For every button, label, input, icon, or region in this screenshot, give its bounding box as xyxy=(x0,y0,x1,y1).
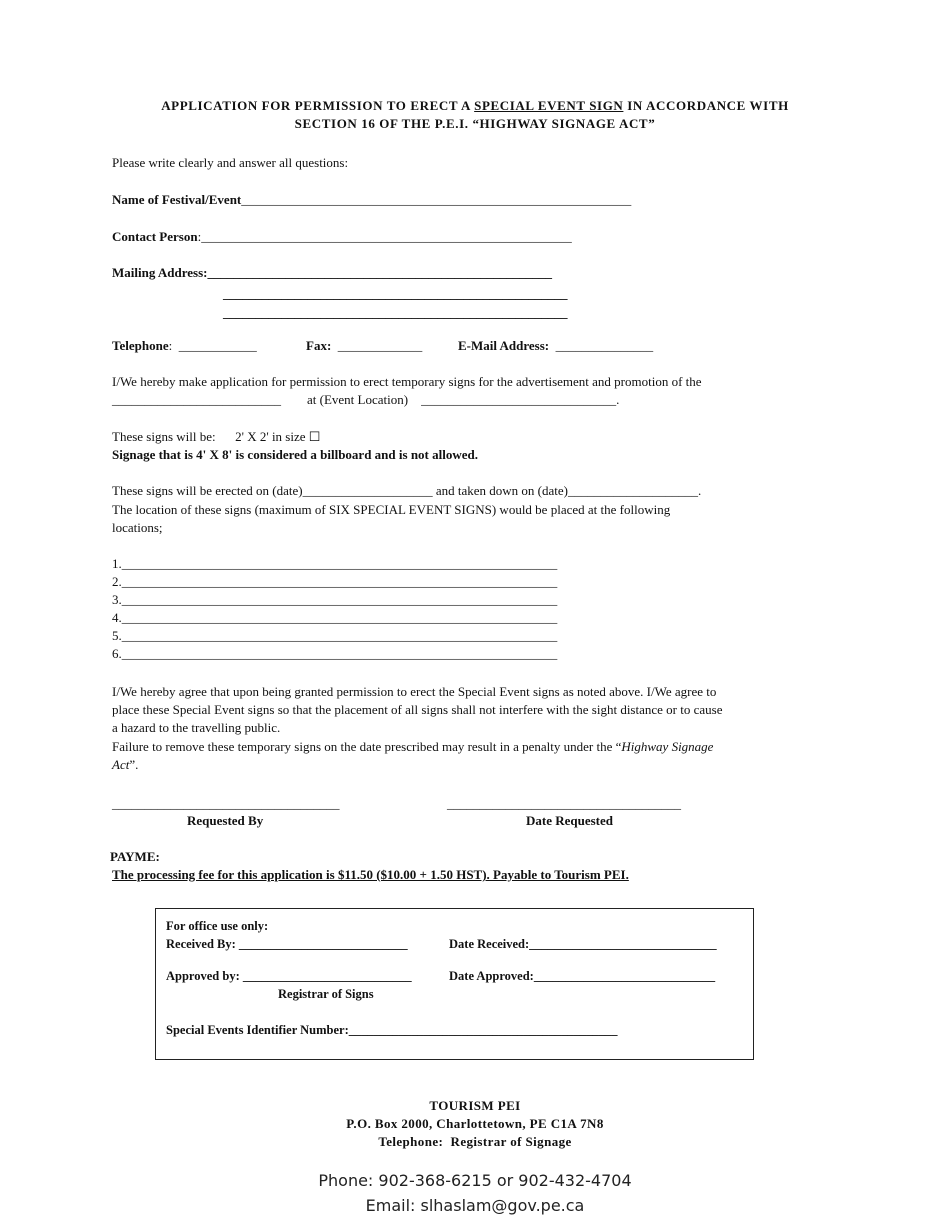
payment-heading: PAYME: xyxy=(110,849,160,864)
festival-field[interactable] xyxy=(112,192,631,208)
title-underlined: SPECIAL EVENT SIGN xyxy=(474,98,624,113)
identifier-field[interactable]: Special Events Identifier Number:___________________________________________ xyxy=(166,1023,618,1037)
festival-blank[interactable]: ____________________________________________________________ xyxy=(241,192,632,207)
dates-line[interactable]: These signs will be erected on (date)____________________ and taken down on (date)____________________. xyxy=(112,483,702,498)
telephone-label: Telephone xyxy=(112,338,169,353)
agreement-text: a hazard to the travelling public. xyxy=(112,720,281,735)
penalty-punctuation: ”. xyxy=(129,757,139,772)
location-line[interactable]: 4.___________________________________________________________________ xyxy=(112,610,558,625)
footer-org: TOURISM PEI xyxy=(429,1098,521,1113)
size-checkbox[interactable]: ☐ xyxy=(308,429,321,444)
location-line[interactable]: 3.___________________________________________________________________ xyxy=(112,592,558,607)
footer-address: P.O. Box 2000, Charlottetown, PE C1A 7N8 xyxy=(346,1116,604,1131)
processing-fee: The processing fee for this application is $11.50 ($10.00 + 1.50 HST). Payable to Tourism PEI. xyxy=(112,867,629,882)
date-approved-field[interactable]: Date Approved:_____________________________ xyxy=(449,969,716,983)
fax-blank[interactable]: _____________ xyxy=(331,338,423,353)
application-event-line[interactable]: __________________________ at (Event Location) ______________________________. xyxy=(112,392,620,407)
contact-label: Contact Person xyxy=(112,229,198,244)
form-title xyxy=(0,98,950,114)
telephone-blank[interactable]: : ____________ xyxy=(168,338,257,353)
festival-label: Name of Festival/Event xyxy=(112,192,242,207)
penalty-text xyxy=(112,739,713,755)
date-requested-label: Date Requested xyxy=(526,813,614,828)
email-blank[interactable]: _______________ xyxy=(549,338,654,353)
contact-field[interactable] xyxy=(112,229,572,245)
penalty-text-start: Failure to remove these temporary signs on the date prescribed may result in a penalty under the “ xyxy=(112,739,622,754)
email-field[interactable] xyxy=(458,338,653,354)
mailing-line3[interactable]: _____________________________________________________ xyxy=(223,305,568,320)
sign-size-line xyxy=(112,429,320,445)
requested-by-label: Requested By xyxy=(187,813,264,828)
fax-field[interactable] xyxy=(306,338,422,354)
locations-intro-end: locations; xyxy=(112,520,163,535)
billboard-note: Signage that is 4' X 8' is considered a billboard and is not allowed. xyxy=(112,447,478,462)
act-name-end: Act xyxy=(112,757,130,772)
contact-blank[interactable]: :_________________________________________________________ xyxy=(197,229,572,244)
date-requested-line[interactable]: ____________________________________ xyxy=(447,796,681,811)
location-line[interactable]: 5.___________________________________________________________________ xyxy=(112,628,558,643)
office-title: For office use only: xyxy=(166,919,269,933)
fax-label: Fax: xyxy=(306,338,332,353)
footer-telephone: Telephone: Registrar of Signage xyxy=(378,1134,572,1149)
footer-phone: Phone: 902-368-6215 or 902-432-4704 xyxy=(318,1171,632,1190)
email-label: E-Mail Address: xyxy=(458,338,550,353)
telephone-field[interactable] xyxy=(112,338,257,354)
received-by-field[interactable]: Received By: ___________________________ xyxy=(166,937,408,951)
penalty-text-end xyxy=(112,757,138,773)
location-line[interactable]: 6.___________________________________________________________________ xyxy=(112,646,558,661)
form-title-line2: SECTION 16 OF THE P.E.I. “HIGHWAY SIGNAGE ACT” xyxy=(294,116,656,131)
mailing-line2[interactable]: _____________________________________________________ xyxy=(223,286,568,301)
date-received-field[interactable]: Date Received:______________________________ xyxy=(449,937,717,951)
footer-email[interactable]: Email: slhaslam@gov.pe.ca xyxy=(365,1196,585,1215)
intro-text: Please write clearly and answer all questions: xyxy=(112,155,349,170)
agreement-text: place these Special Event signs so that the placement of all signs shall not interfere with the sight distance or to cause xyxy=(112,702,723,717)
approved-by-field[interactable]: Approved by: ___________________________ xyxy=(166,969,412,983)
registrar-label: Registrar of Signs xyxy=(278,987,374,1001)
act-name: Highway Signage xyxy=(621,739,714,754)
requested-by-line[interactable]: ___________________________________ xyxy=(112,796,340,811)
title-text: APPLICATION FOR PERMISSION TO ERECT A xyxy=(161,98,475,113)
sign-size-label: These signs will be: 2' X 2' in size xyxy=(112,429,306,444)
agreement-text: I/We hereby agree that upon being granted permission to erect the Special Event signs as noted above. I/We agree to xyxy=(112,684,717,699)
locations-intro: The location of these signs (maximum of SIX SPECIAL EVENT SIGNS) would be placed at the following xyxy=(112,502,671,517)
location-line[interactable]: 2.___________________________________________________________________ xyxy=(112,574,558,589)
mailing-field[interactable]: Mailing Address:_____________________________________________________ xyxy=(112,265,552,280)
title-text-end: IN ACCORDANCE WITH xyxy=(623,98,789,113)
application-text: I/We hereby make application for permission to erect temporary signs for the advertisement and promotion of the xyxy=(112,374,702,389)
location-line[interactable]: 1.___________________________________________________________________ xyxy=(112,556,558,571)
